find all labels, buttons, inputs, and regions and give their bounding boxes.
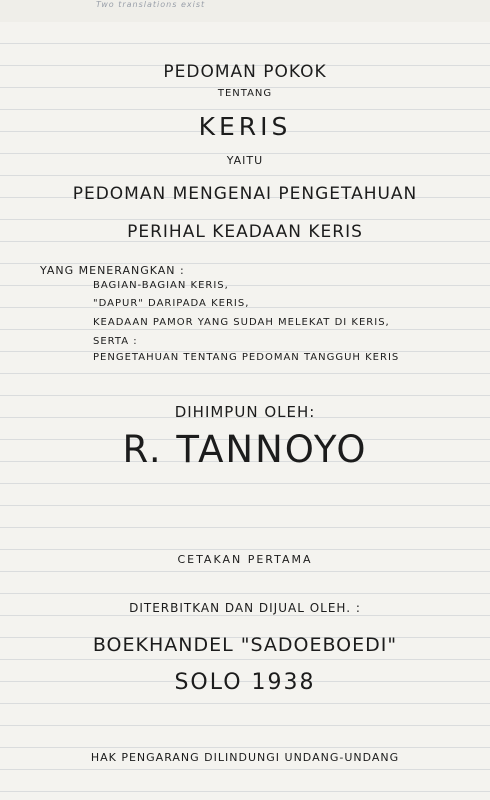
title-line-5: PEDOMAN MENGENAI PENGETAHUAN (72, 184, 418, 204)
copyright-footer: HAK PENGARANG DILINDUNGI UNDANG-UNDANG (90, 751, 400, 764)
title-line-6: PERIHAL KEADAAN KERIS (127, 222, 363, 242)
publisher-place-year: SOLO 1938 (174, 670, 316, 695)
page-top-edge (0, 0, 490, 22)
title-keris: KERIS (198, 112, 292, 141)
explains-intro: YANG MENERANGKAN : (40, 264, 185, 277)
publisher-name: BOEKHANDEL "SADOEBOEDI" (92, 634, 398, 656)
edition: CETAKAN PERTAMA (177, 553, 313, 566)
author-label: DIHIMPUN OLEH: (174, 403, 316, 421)
faint-header-note: Two translations exist (96, 0, 206, 9)
explains-item: "DAPUR" DARIPADA KERIS, (93, 298, 250, 309)
explains-item: KEADAAN PAMOR YANG SUDAH MELEKAT DI KERIS, (93, 317, 390, 328)
explains-item: BAGIAN-BAGIAN KERIS, (93, 280, 229, 291)
publisher-label: DITERBITKAN DAN DIJUAL OLEH. : (129, 601, 361, 615)
title-line-1: PEDOMAN POKOK (163, 62, 327, 82)
title-line-2: TENTANG (217, 88, 273, 99)
explains-item: SERTA : (93, 336, 138, 347)
explains-item: PENGETAHUAN TENTANG PEDOMAN TANGGUH KERIS (93, 352, 400, 363)
author-name: R. TANNOYO (122, 428, 368, 471)
title-line-4: YAITU (226, 154, 264, 167)
